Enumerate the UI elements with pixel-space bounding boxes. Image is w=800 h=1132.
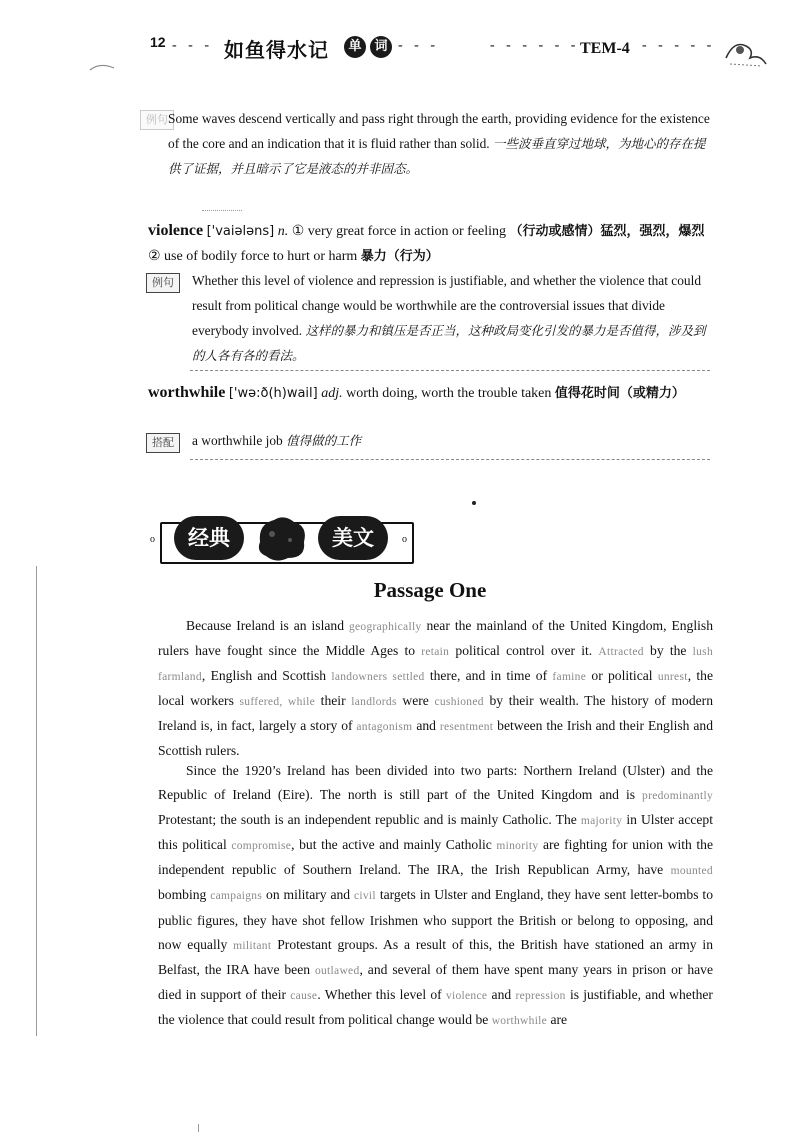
sense1-cn-violence: （行动或感情）猛烈，强烈，爆烈 — [509, 224, 705, 239]
faint-word: violence — [445, 989, 488, 1002]
faint-word: resentment — [439, 721, 494, 734]
book-title: 如鱼得水记 — [224, 38, 329, 62]
faint-word: campaigns — [210, 890, 263, 903]
faint-word: Attracted — [598, 646, 644, 659]
faint-word: landowners settled — [331, 671, 425, 684]
passage-text-segment: targets in Ulster and England, they have sent letter-bombs to public figures, they have shot fellow Irishmen who support the British or belong to opposing, and now equally — [158, 887, 713, 952]
sense2-cn-violence: 暴力（行为） — [360, 249, 439, 264]
faint-word: civil — [353, 890, 376, 903]
passage-text-segment: , the local workers — [158, 668, 713, 709]
margin-line — [36, 566, 37, 1036]
passage-text-segment: their — [315, 693, 352, 709]
passage-text-segment: are fighting for union with the independent republic of Southern Ireland. The IRA, the Irish Republican Army, have — [158, 837, 713, 878]
banner-circle-right-icon: o — [402, 534, 407, 545]
margin-smudge-icon — [88, 60, 118, 79]
banner-splash-icon — [254, 512, 310, 569]
header-dashes-right: - - - - - — [642, 38, 716, 53]
passage-text-segment: on military and — [262, 887, 354, 903]
faint-word: mounted — [670, 865, 713, 878]
passage-text-segment: by the — [643, 643, 693, 659]
passage-text-segment: in Ulster accept this political — [158, 812, 714, 853]
phrase-worthwhile-en: a worthwhile job — [192, 433, 283, 448]
example-prev — [168, 106, 713, 181]
section-banner — [150, 512, 420, 568]
passage-text-segment: or political — [586, 668, 658, 684]
exam-tag: TEM-4 — [580, 40, 630, 57]
header-dashes-mid2: - - - - - - — [490, 38, 580, 53]
passage-text-segment: and — [487, 986, 516, 1002]
phonetic-worthwhile: ['wə:ð(h)wail] — [228, 386, 318, 401]
header-dashes-left: - - - — [172, 38, 213, 53]
faint-word: suffered, while — [239, 696, 316, 709]
example-violence — [192, 268, 713, 368]
faint-word: cause — [290, 989, 318, 1002]
faint-word: compromise — [231, 840, 292, 853]
passage-text-segment: , English and Scottish — [201, 668, 332, 684]
seal-char-2: 词 — [370, 36, 392, 58]
passage-paragraph-2 — [158, 759, 713, 1033]
banner-label-3: 美文 — [318, 516, 388, 560]
faint-word: geographically — [348, 621, 422, 633]
phrase-worthwhile-cn: 值得做的工作 — [286, 433, 362, 448]
banner-circle-left-icon: o — [150, 534, 155, 545]
faded-label-badge: 例句 — [140, 110, 174, 130]
seal-char-1: 单 — [344, 36, 366, 58]
faint-word: unrest — [657, 671, 688, 684]
faint-word: landlords — [351, 696, 397, 709]
passage-text-segment: is justifiable, and whether the violence that could result from political change would be — [158, 986, 713, 1027]
entry-worthwhile — [148, 380, 713, 406]
faint-word: lush farmland — [158, 646, 714, 684]
def-worthwhile: worth doing, worth the trouble taken — [346, 386, 552, 401]
passage-text-segment: Protestant; the south is an independent republic and is mainly Catholic. The — [158, 812, 581, 828]
passage-text-segment: Because Ireland is an island — [186, 618, 349, 633]
phrase-worthwhile — [192, 428, 713, 453]
corner-ornament-icon — [720, 36, 770, 77]
passage-text-segment: . Whether this level of — [317, 986, 446, 1002]
faint-word: cushioned — [434, 696, 484, 709]
divider-dashed-1 — [190, 370, 710, 371]
header-dashes-mid: - - - — [398, 38, 439, 53]
page-number: 12 — [150, 34, 166, 50]
dotted-mark — [202, 210, 242, 211]
faint-word: militant — [233, 939, 272, 952]
sense2-violence: ② use of bodily force to hurt or harm — [148, 249, 358, 264]
faint-word: majority — [580, 815, 623, 828]
divider-dashed-2 — [190, 459, 710, 460]
passage-text-segment: political control over it. — [449, 643, 599, 659]
pos-worthwhile: adj. — [321, 386, 343, 401]
pos-violence: n. — [277, 224, 289, 239]
phonetic-violence: ['vaiələns] — [206, 224, 275, 239]
faint-word: outlawed — [314, 964, 360, 977]
headword-worthwhile: worthwhile — [148, 384, 226, 401]
faint-word: repression — [515, 989, 566, 1002]
faint-word: worthwhile — [491, 1014, 548, 1027]
passage-paragraph-1 — [158, 614, 713, 764]
passage-text-segment: bombing — [158, 887, 211, 903]
example-violence-en: Whether this level of violence and repression is justifiable, and whether the violence that could result from political change would be worthwhile are the controversial issues that divide everybody involved. — [192, 273, 702, 338]
example-label-badge: 例句 — [146, 273, 180, 293]
passage-text-segment: between the Irish and their English and Scottish rulers. — [158, 718, 713, 759]
example-violence-cn: 这样的暴力和镇压是否正当，这种政局变化引发的暴力是否值得，涉及到的人各有各的看法。 — [192, 323, 706, 363]
passage-text-segment: Since the 1920’s Ireland has been divided into two parts: Northern Ireland (Ulster) and the Republic of Ireland (Eire). The north is still part of the United Kingdom and is — [158, 763, 713, 803]
banner-label-1: 经典 — [174, 516, 244, 560]
phrase-label-badge: 搭配 — [146, 433, 180, 453]
passage-text-segment: , but the active and mainly Catholic — [291, 837, 497, 853]
passage-text-segment: there, and in time of — [424, 668, 553, 684]
example-prev-cn: 一些波垂直穿过地球，为地心的存在提供了证据，并且暗示了它是液态的并非固态。 — [168, 136, 706, 176]
def-cn-worthwhile: 值得花时间（或精力） — [554, 386, 685, 401]
bottom-tick — [198, 1124, 199, 1132]
passage-text-segment: Protestant groups. As a result of this, the British have stationed an army in Belfast, the IRA have been — [158, 936, 713, 977]
passage-title: Passage One — [373, 578, 487, 602]
example-prev-en: Some waves descend vertically and pass right through the earth, providing evidence for the existence of the core and an indication that it is fluid rather than solid. — [168, 111, 710, 151]
faint-word: antagonism — [356, 721, 413, 734]
passage-text-segment: were — [396, 693, 435, 709]
faint-word: minority — [496, 840, 539, 853]
passage-text-segment: by their wealth. The history of modern Ireland is, in fact, largely a story of — [158, 693, 713, 734]
passage-text-segment: are — [547, 1011, 568, 1027]
passage-text-segment: near the mainland of the United Kingdom, English rulers have fought since the Middle Ages to — [158, 618, 713, 659]
passage-text-segment: , and several of them have spent many years in prison or have died in support of their — [158, 961, 713, 1002]
faint-word: famine — [552, 671, 587, 684]
faint-word: predominantly — [642, 790, 713, 803]
entry-violence — [148, 218, 713, 269]
stray-dot — [472, 501, 476, 505]
sense1-violence: ① very great force in action or feeling — [291, 224, 506, 239]
passage-text-segment: and — [412, 718, 440, 734]
headword-violence: violence — [148, 222, 204, 239]
faint-word: retain — [421, 646, 450, 659]
